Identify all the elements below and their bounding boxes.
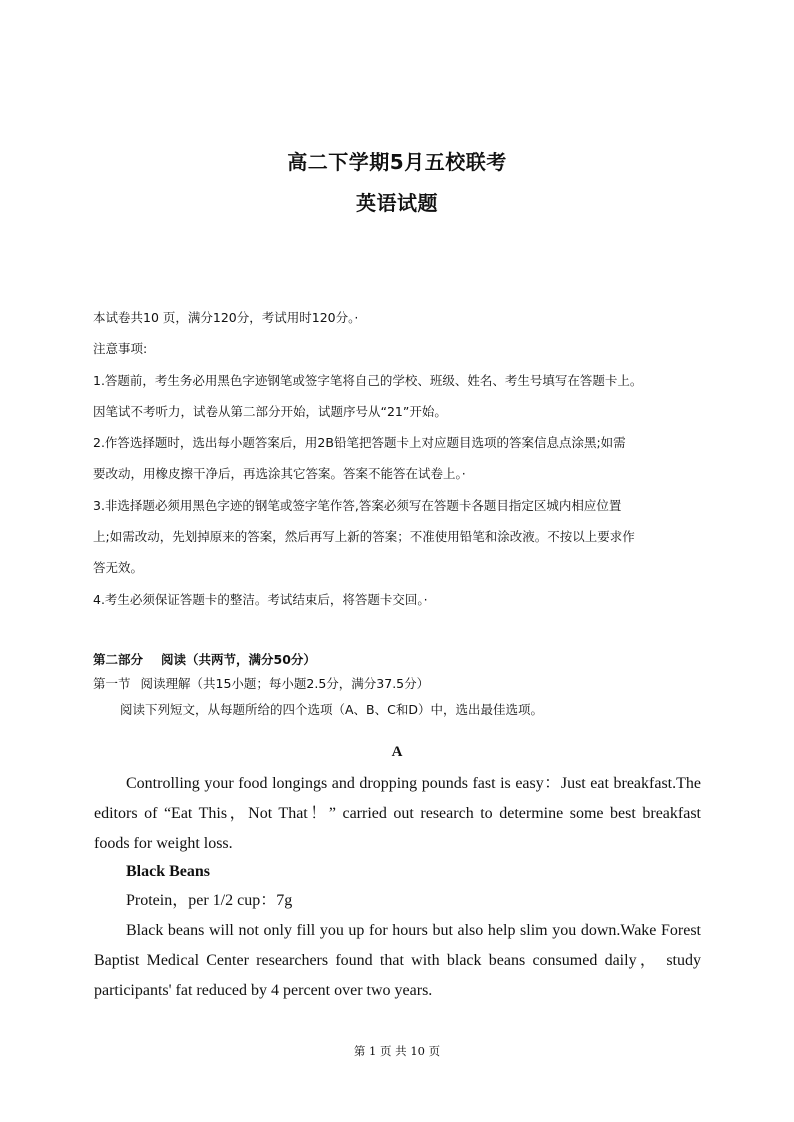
passage-p2-line1: Black beans will not only fill you up for hours but also help slim you down.Wake Forest bbox=[126, 922, 701, 939]
notice-heading: 注意事项: bbox=[93, 341, 148, 356]
food-item-title: Black Beans bbox=[126, 863, 211, 880]
section-one-label: 第一节 bbox=[93, 676, 131, 691]
page-footer: 第 1 页 共 10 页 bbox=[353, 1044, 441, 1058]
notice-item-3b: 上;如需改动，先划掉原来的答案，然后再写上新的答案；不准使用铅笔和涂改液。不按以上要求作 bbox=[93, 529, 635, 544]
passage-letter: A bbox=[391, 744, 403, 760]
notice-item-2a: 2.作答选择题时，选出每小题答案后，用2B铅笔把答题卡上对应题目选项的答案信息点涂黑;如需 bbox=[93, 435, 626, 450]
notice-item-4: 4.考生必须保证答题卡的整洁。考试结束后，将答题卡交回。· bbox=[93, 592, 428, 607]
notice-item-3c: 答无效。 bbox=[93, 560, 144, 575]
section-one-instruction: 阅读下列短文，从每题所给的四个选项（A、B、C和D）中，选出最佳选项。 bbox=[120, 702, 543, 717]
section-one-title: 阅读理解（共15小题；每小题2.5分，满分37.5分） bbox=[140, 676, 430, 691]
notice-item-1a: 1.答题前，考生务必用黑色字迹钢笔或签字笔将自己的学校、班级、姓名、考生号填写在答题卡上。 bbox=[93, 373, 643, 388]
notice-item-1b: 因笔试不考听力，试卷从第二部分开始，试题序号从“21”开始。 bbox=[93, 404, 447, 419]
section-one-heading bbox=[93, 674, 429, 694]
passage-p2-line3: participants' fat reduced by 4 percent over two years. bbox=[94, 982, 433, 999]
subject-title: 英语试题 bbox=[356, 191, 438, 215]
notice-item-3a: 3.非选择题必须用黑色字迹的钢笔或签字笔作答,答案必须写在答题卡各题目指定区城内相应位置 bbox=[93, 498, 622, 513]
notice-item-2b: 要改动，用橡皮擦干净后，再选涂其它答案。答案不能答在试卷上。· bbox=[93, 466, 466, 481]
notice-line-1: 本试卷共10 页，满分120分，考试用时120分。· bbox=[93, 310, 359, 325]
passage-p1-line1: Controlling your food longings and dropping pounds fast is easy：Just eat breakfast.The bbox=[126, 775, 701, 792]
passage-p1-line2: editors of “Eat This，Not That！” carried out research to determine some best breakfast bbox=[94, 805, 701, 822]
passage-p1-line3: foods for weight loss. bbox=[94, 835, 233, 852]
food-item-protein: Protein，per 1/2 cup：7g bbox=[126, 892, 293, 909]
part-two-label: 第二部分 bbox=[93, 652, 144, 667]
part-two-heading bbox=[93, 650, 316, 670]
part-two-title: 阅读（共两节，满分50分） bbox=[161, 652, 316, 667]
exam-title: 高二下学期5月五校联考 bbox=[287, 150, 507, 174]
passage-p2-line2: Baptist Medical Center researchers found that with black beans consumed daily， study bbox=[94, 952, 701, 969]
